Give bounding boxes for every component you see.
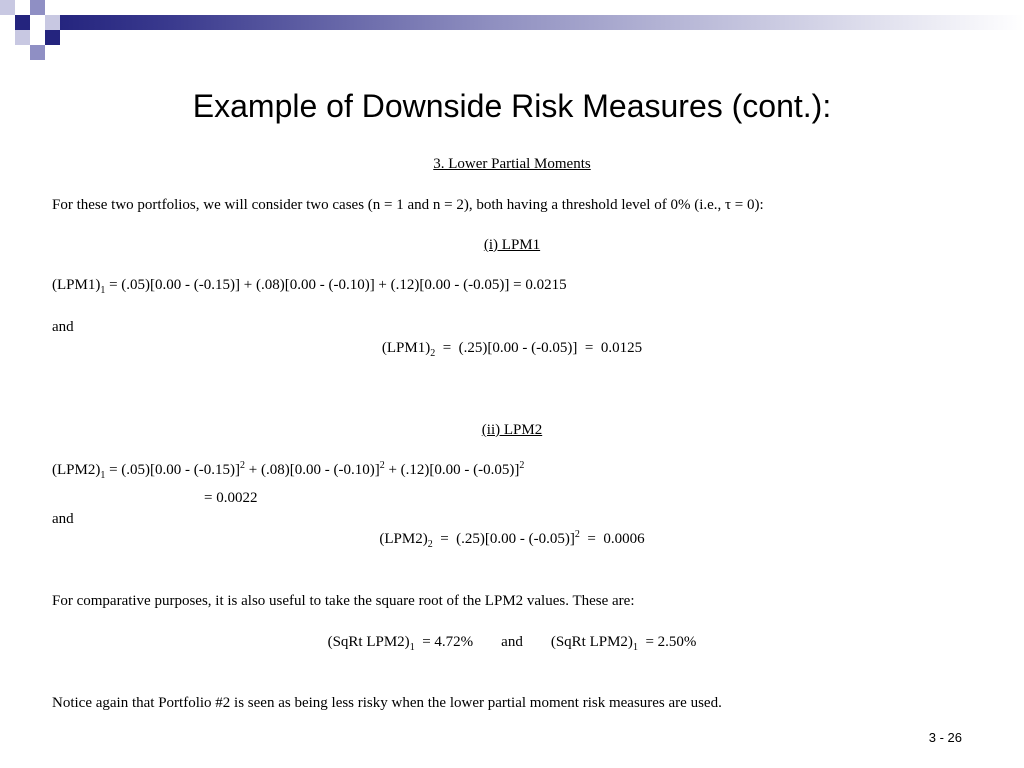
lpm1-equation-1: $(LPM1)_1 = (.05)[0.00 - (-0.15)] + (.08)[0.00 - (-0.10)] + (.12)[0.00 - (-0.05)] = 0.0215$ xyxy=(52,277,567,296)
sqrt-values: (SqRt $LPM2)_1 = 4.72\%$ and (SqRt $LPM2)_1 = 2.50\%$ xyxy=(327,634,697,653)
lpm2-label: (ii) LPM2 xyxy=(481,422,543,438)
section-heading: 3. Lower Partial Moments xyxy=(433,156,591,172)
page-number: 3 - 26 xyxy=(928,730,962,745)
banner-square xyxy=(45,30,60,45)
banner-square xyxy=(30,45,45,60)
banner-square xyxy=(15,15,30,30)
lpm2-result: = 0.0022 xyxy=(204,490,258,506)
lpm2-equation-2: $(LPM2)_2 = (.25)[0.00 - (-0.05)]^2 = 0.0006$ xyxy=(379,529,645,550)
notice-text: Notice again that Portfolio #2 is seen as being less risky when the lower partial moment risk measures are used. xyxy=(52,695,722,711)
intro-text: For these two portfolios, we will consider two cases (n = 1 and n = 2), both having a threshold level of 0% (i.e., τ = 0): xyxy=(52,197,764,213)
banner-square xyxy=(30,0,45,15)
banner-square xyxy=(0,0,15,15)
banner-square xyxy=(15,30,30,45)
banner-gradient-bar xyxy=(55,15,1024,30)
lpm1-equation-2: $(LPM1)_2 = (.25)[0.00 - (-0.05)] = 0.0125$ xyxy=(381,340,643,359)
and-text: and xyxy=(52,511,74,527)
lpm2-equation-1: $(LPM2)_1 = (.05)[0.00 - (-0.15)]^2 + (.08)[0.00 - (-0.10)]^2 + (.12)[0.00 - (-0.05)]^2$ xyxy=(52,460,525,481)
banner-square xyxy=(45,15,60,30)
header-banner xyxy=(0,0,1024,60)
and-text: and xyxy=(52,319,74,335)
lpm1-label: (i) LPM1 xyxy=(483,237,541,253)
comparative-text: For comparative purposes, it is also useful to take the square root of the LPM2 values. These are: xyxy=(52,593,635,609)
slide-title: Example of Downside Risk Measures (cont.): xyxy=(192,88,832,124)
